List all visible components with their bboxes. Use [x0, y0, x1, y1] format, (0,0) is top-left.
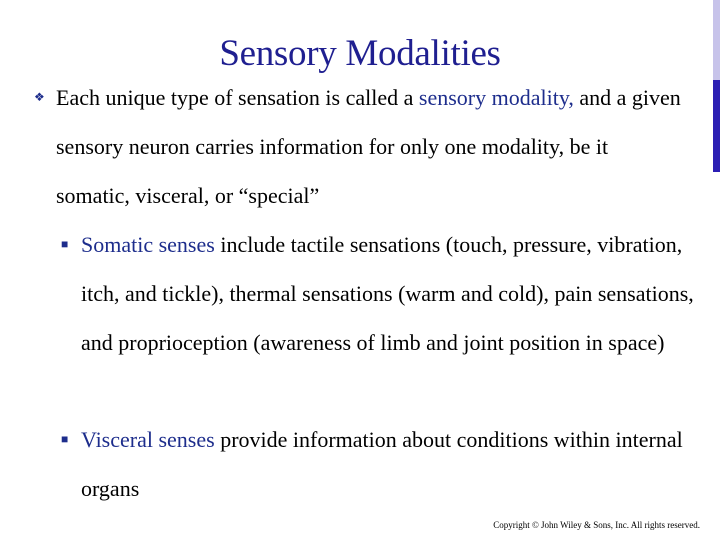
edge-accent-bar-dark	[713, 80, 720, 172]
sub-bullet-visceral-senses	[61, 415, 701, 513]
slide-title: Sensory Modalities	[219, 33, 501, 74]
bullet-text	[56, 73, 684, 220]
sub-bullet-body: include tactile sensations (touch, pressure, vibration, itch, and tickle), thermal sensations (warm and cold), pain sensations, and proprioception (awareness of limb and joint position in space)	[81, 232, 694, 355]
bullet-sensory-modality	[34, 73, 684, 220]
copyright-notice: Copyright © John Wiley & Sons, Inc. All rights reserved.	[493, 520, 700, 530]
term-somatic-senses: Somatic senses	[81, 232, 215, 257]
term-visceral-senses: Visceral senses	[81, 427, 215, 452]
sub-bullet-body: provide information about conditions within internal organs	[81, 427, 683, 501]
term-sensory-modality: sensory modality,	[418, 85, 574, 110]
square-bullet-icon: ■	[61, 237, 69, 251]
bullet-text-after: and a given sensory neuron carries information for only one modality, be it somatic, visceral, or “special”	[56, 85, 681, 208]
sub-bullet-text	[81, 220, 701, 367]
sub-bullet-text	[81, 415, 701, 513]
bullet-text-before: Each unique type of sensation is called a	[56, 85, 419, 110]
diamond-bullet-icon: ❖	[34, 90, 45, 104]
sub-bullet-somatic-senses	[61, 220, 701, 367]
square-bullet-icon: ■	[61, 432, 69, 446]
